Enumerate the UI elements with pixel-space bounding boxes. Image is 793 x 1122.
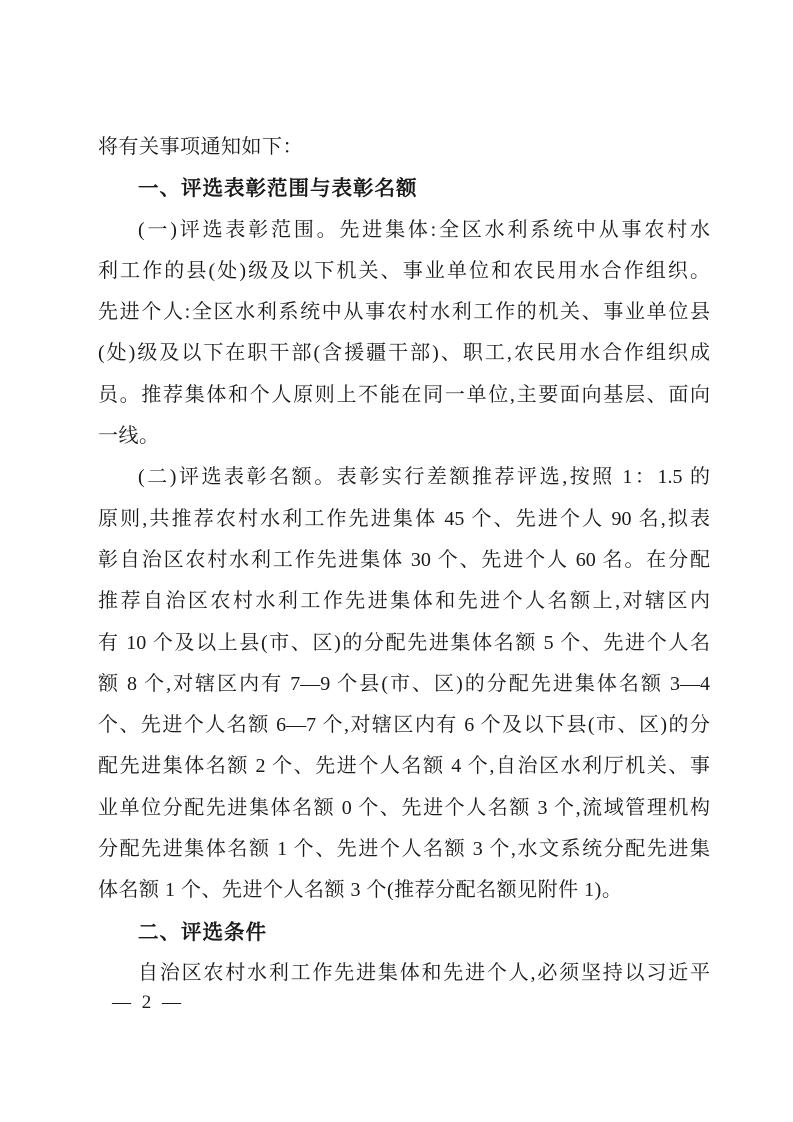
- text-line: 先进个人:全区水利系统中从事农村水利工作的机关、事业单位县: [98, 301, 710, 324]
- page-number: — 2 —: [112, 992, 184, 1013]
- text-line: 员。推荐集体和个人原则上不能在同一单位,主要面向基层、面向: [98, 383, 710, 406]
- text-line: (二)评选表彰名额。表彰实行差额推荐评选,按照 1：1.5 的: [138, 466, 710, 489]
- text-line: 一线。: [98, 425, 160, 448]
- text-line: (一)评选表彰范围。先进集体:全区水利系统中从事农村水: [138, 218, 710, 241]
- section-heading: 二、评选条件: [138, 920, 267, 944]
- text-line: 业单位分配先进集体名额 0 个、先进个人名额 3 个,流域管理机构: [98, 796, 710, 819]
- text-line: 自治区农村水利工作先进集体和先进个人,必须坚持以习近平: [138, 961, 710, 984]
- text-line: 推荐自治区农村水利工作先进集体和先进个人名额上,对辖区内: [98, 590, 710, 613]
- text-line: 彰自治区农村水利工作先进集体 30 个、先进个人 60 名。在分配: [98, 548, 710, 571]
- text-line: 配先进集体名额 2 个、先进个人名额 4 个,自治区水利厅机关、事: [98, 755, 710, 778]
- text-line: 个、先进个人名额 6—7 个,对辖区内有 6 个及以下县(市、区)的分: [98, 714, 710, 737]
- text-line: 体名额 1 个、先进个人名额 3 个(推荐分配名额见附件 1)。: [98, 879, 623, 902]
- text-line: 额 8 个,对辖区内有 7—9 个县(市、区)的分配先进集体名额 3—4: [98, 672, 710, 695]
- section-heading: 一、评选表彰范围与表彰名额: [138, 177, 418, 201]
- document-lines: [98, 127, 710, 994]
- text-line: 将有关事项通知如下：: [98, 136, 303, 158]
- text-line: (处)级及以下在职干部(含援疆干部)、职工,农民用水合作组织成: [98, 342, 710, 365]
- text-line: 原则,共推荐农村水利工作先进集体 45 个、先进个人 90 名,拟表: [98, 507, 710, 530]
- text-line: 有 10 个及以上县(市、区)的分配先进集体名额 5 个、先进个人名: [98, 631, 710, 654]
- text-line: 分配先进集体名额 1 个、先进个人名额 3 个,水文系统分配先进集: [98, 838, 710, 861]
- text-line: 利工作的县(处)级及以下机关、事业单位和农民用水合作组织。: [98, 259, 710, 282]
